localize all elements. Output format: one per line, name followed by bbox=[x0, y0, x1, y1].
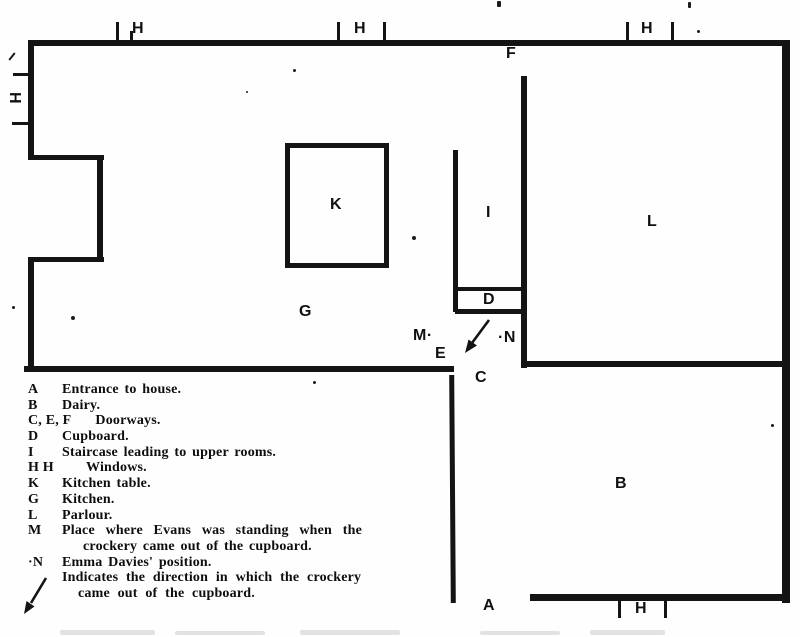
legend-item-davies bbox=[28, 555, 478, 571]
legend-text: Place where Evans was standing when the bbox=[62, 523, 363, 539]
legend-arrow-icon bbox=[16, 574, 54, 620]
legend-key: C, E, F bbox=[28, 413, 72, 429]
legend-text: came out of the cupboard. bbox=[78, 585, 255, 601]
staircase-label: I bbox=[486, 204, 491, 221]
scan-speck bbox=[697, 30, 700, 33]
legend-text: Dairy. bbox=[62, 397, 101, 413]
legend-item-evans-cont bbox=[28, 539, 478, 555]
legend-item-evans bbox=[28, 523, 478, 539]
kitchen-label: G bbox=[299, 303, 312, 320]
doorway-c-label: C bbox=[475, 369, 488, 386]
window-label-top-2: H bbox=[354, 20, 367, 37]
legend-text: Emma Davies' position. bbox=[62, 554, 212, 570]
legend-key: K bbox=[28, 476, 40, 492]
scan-speck bbox=[246, 91, 248, 93]
wall-left-upper bbox=[28, 40, 34, 160]
legend-text: Parlour. bbox=[62, 507, 113, 523]
legend-text: Doorways. bbox=[95, 413, 161, 429]
legend-item-arrow-cont bbox=[28, 586, 478, 602]
wall-top-exterior bbox=[28, 40, 790, 46]
legend-key: I bbox=[28, 444, 34, 460]
legend-key: H H bbox=[28, 460, 54, 476]
crockery-direction-arrow bbox=[452, 314, 500, 360]
legend-item-arrow bbox=[28, 570, 478, 586]
scan-artifact bbox=[60, 630, 155, 635]
legend-key: M bbox=[28, 523, 42, 539]
legend-key: G bbox=[28, 491, 40, 507]
scan-artifact bbox=[590, 630, 665, 635]
legend-text: Staircase leading to upper rooms. bbox=[62, 444, 277, 460]
wall-notch-bottom bbox=[28, 257, 104, 262]
legend-text: Entrance to house. bbox=[62, 382, 182, 397]
legend-item-kitchen-table bbox=[28, 476, 478, 492]
davies-position-label: ·N bbox=[498, 329, 516, 346]
legend-item-windows bbox=[28, 460, 478, 476]
legend-text: Kitchen table. bbox=[62, 476, 151, 492]
legend-item-entrance bbox=[28, 382, 478, 398]
legend-key: ·N bbox=[28, 554, 44, 570]
legend-item-doorways bbox=[28, 413, 478, 429]
wall-notch-top bbox=[28, 155, 104, 160]
legend-text: crockery came out of the cupboard. bbox=[83, 538, 312, 554]
doorway-e-label: E bbox=[435, 345, 447, 362]
legend-item-dairy bbox=[28, 398, 478, 414]
scan-speck bbox=[497, 1, 501, 7]
wall-notch-right bbox=[97, 155, 103, 262]
legend-key: D bbox=[28, 429, 39, 445]
window-label-top-3: H bbox=[641, 20, 654, 37]
window-bottom-tick-right bbox=[664, 598, 667, 618]
legend bbox=[28, 382, 478, 602]
window1-tick-left bbox=[116, 22, 119, 40]
window-bottom-tick-left bbox=[618, 598, 621, 618]
legend-text: Kitchen. bbox=[62, 491, 115, 507]
legend-key: B bbox=[28, 397, 38, 413]
window3-tick-right bbox=[671, 22, 674, 40]
window3-tick-left bbox=[626, 22, 629, 40]
scan-speck bbox=[688, 2, 691, 8]
cupboard-label: D bbox=[483, 291, 496, 308]
scan-artifact bbox=[300, 630, 400, 635]
legend-text: Indicates the direction in which the crockery bbox=[62, 570, 362, 586]
scan-speck bbox=[293, 69, 296, 72]
window-label-bottom: H bbox=[635, 600, 648, 617]
legend-item-kitchen bbox=[28, 492, 478, 508]
scan-speck bbox=[71, 316, 75, 320]
wall-dairy-south bbox=[530, 594, 785, 601]
wall-kitchen-parlour-divider bbox=[521, 76, 527, 368]
wall-left-lower bbox=[28, 257, 34, 372]
window-left-tick-bottom bbox=[12, 122, 28, 125]
scan-artifact bbox=[480, 631, 560, 635]
legend-text: Windows. bbox=[86, 460, 147, 476]
scan-speck bbox=[412, 236, 416, 240]
window2-tick-right bbox=[383, 22, 386, 40]
legend-item-parlour bbox=[28, 508, 478, 524]
wall-parlour-south bbox=[527, 361, 790, 367]
scan-speck bbox=[313, 381, 316, 384]
dairy-label: B bbox=[615, 475, 628, 492]
window-label-left: H bbox=[6, 91, 24, 105]
legend-key: A bbox=[28, 382, 39, 397]
legend-key: L bbox=[28, 507, 38, 523]
scan-speck bbox=[8, 52, 15, 60]
scan-speck bbox=[12, 306, 15, 309]
legend-text: Cupboard. bbox=[62, 429, 129, 445]
parlour-label: L bbox=[647, 213, 658, 230]
wall-kitchen-south bbox=[24, 366, 454, 372]
window2-tick-left bbox=[337, 22, 340, 40]
legend-item-staircase bbox=[28, 445, 478, 461]
entrance-label: A bbox=[483, 597, 496, 614]
kitchen-table-label: K bbox=[330, 196, 343, 213]
scan-artifact bbox=[175, 631, 265, 635]
evans-position-label: M· bbox=[413, 327, 433, 344]
window-label-top-1: H bbox=[132, 20, 145, 37]
legend-item-cupboard bbox=[28, 429, 478, 445]
scan-speck bbox=[771, 424, 774, 427]
wall-right-exterior bbox=[782, 40, 790, 603]
doorway-f-label: F bbox=[506, 45, 517, 62]
window-left-tick-top bbox=[13, 73, 28, 76]
